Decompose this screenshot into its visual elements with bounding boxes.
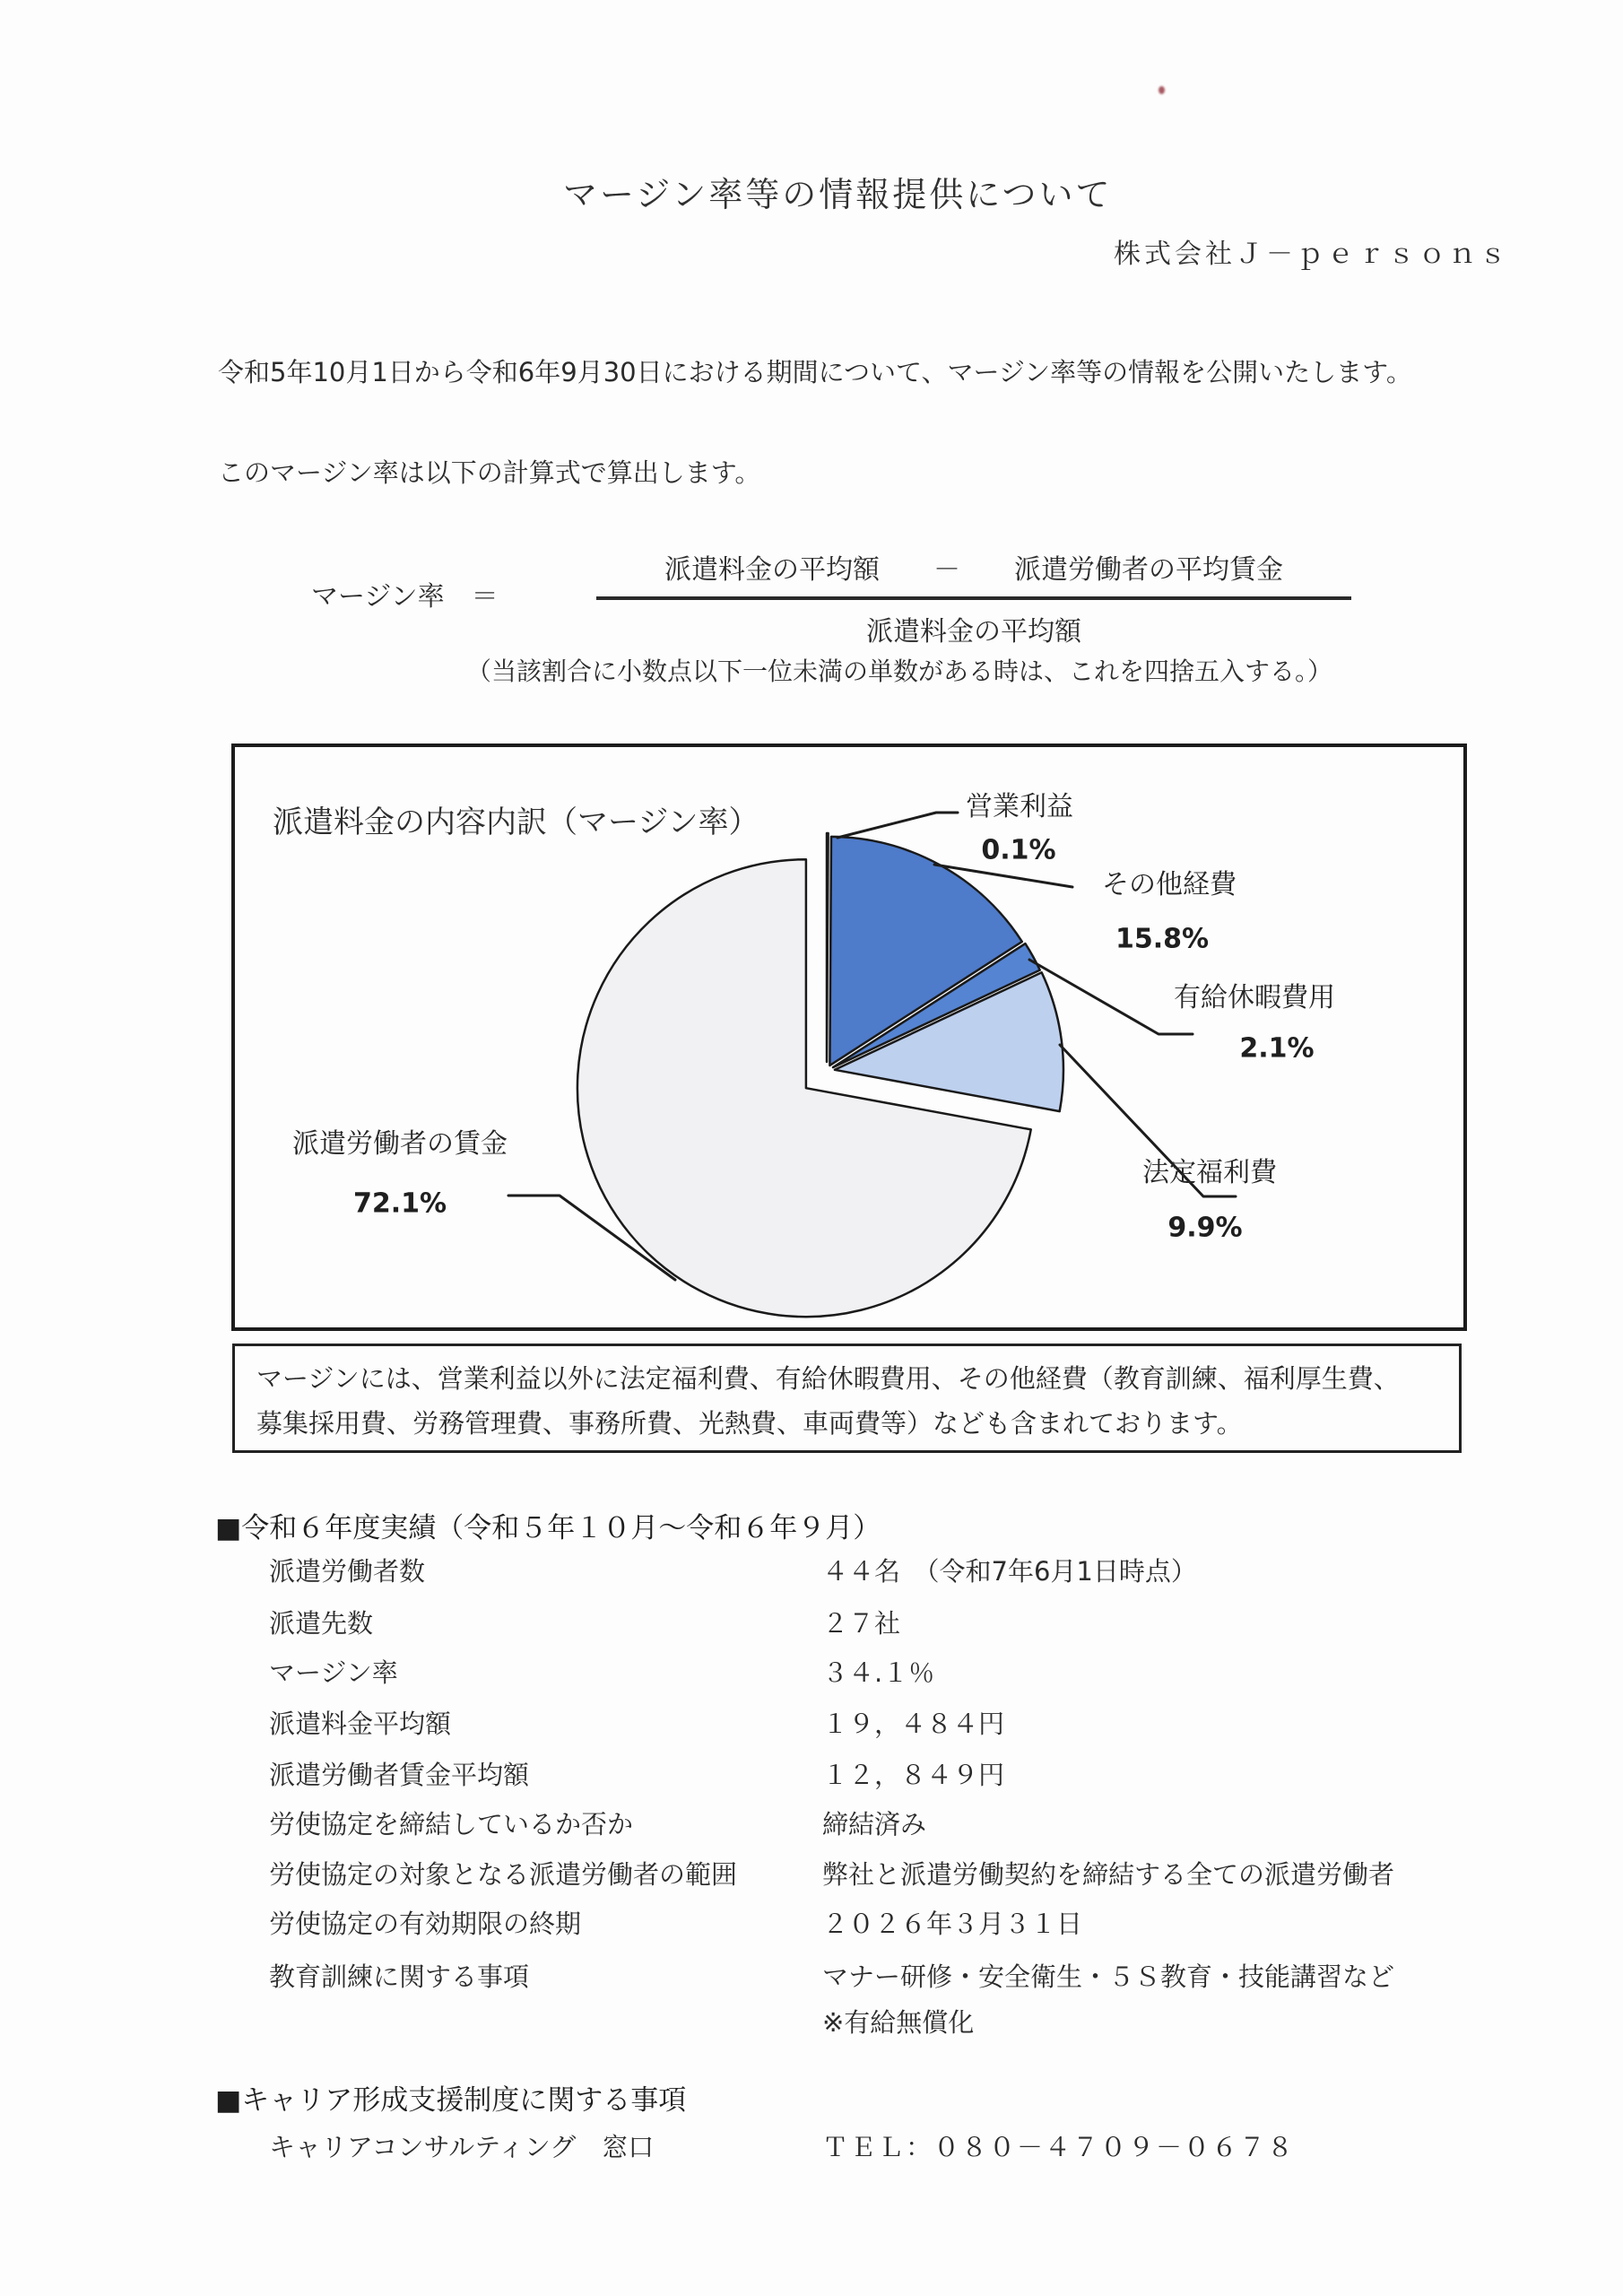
slice-label-worker-wages: 派遣労働者の賃金: [292, 1128, 508, 1160]
slice-label-statutory-welfare: 法定福利費: [1142, 1157, 1277, 1188]
slice-pct-other-expenses: 15.8%: [1115, 923, 1210, 955]
result-row-label: 教育訓練に関する事項: [269, 1961, 530, 1992]
slice-pct-statutory-welfare: 9.9%: [1167, 1212, 1243, 1244]
formula-lhs: マージン率 ＝: [311, 581, 499, 613]
slice-label-paid-leave: 有給休暇費用: [1174, 982, 1335, 1013]
training-free-note: ※有給無償化: [822, 2007, 975, 2038]
result-row-label: マージン率: [269, 1657, 398, 1688]
slice-pct-operating-profit: 0.1%: [981, 834, 1056, 866]
career-section-heading: ■キャリア形成支援制度に関する事項: [215, 2084, 687, 2117]
margin-note-box: [232, 1344, 1462, 1453]
intro-paragraph: 令和5年10月1日から令和6年9月30日における期間について、マージン率等の情報を公開いたします。: [218, 357, 1412, 387]
document-title: マージン率等の情報提供について: [563, 175, 1113, 214]
slice-pct-paid-leave: 2.1%: [1239, 1032, 1315, 1065]
slice-label-other-expenses: その他経費: [1102, 869, 1237, 900]
result-row-label: 労使協定の有効期限の終期: [269, 1909, 582, 1939]
result-row-label: 派遣先数: [269, 1608, 374, 1639]
formula-intro-paragraph: このマージン率は以下の計算式で算出します。: [218, 457, 761, 488]
formula-fraction: [596, 547, 1351, 648]
callout-line-operating-profit: [838, 813, 958, 838]
result-row-label: 派遣労働者数: [269, 1556, 426, 1587]
result-row-value: １９，４８４円: [822, 1709, 1005, 1739]
result-row-value: ２７社: [822, 1608, 901, 1639]
formula-numerator: 派遣料金の平均額 － 派遣労働者の平均賃金: [596, 547, 1351, 600]
pie-slice-0: [827, 833, 829, 1062]
result-row-value: ４４名 （令和7年6月1日時点）: [822, 1556, 1197, 1587]
result-row-value: ２０２６年３月３１日: [822, 1909, 1083, 1939]
result-row-value: ３４.１％: [822, 1657, 935, 1688]
career-row-label: キャリアコンサルティング 窓口: [269, 2132, 655, 2162]
company-name: 株式会社Ｊ－ｐｅｒｓｏｎｓ: [1114, 239, 1510, 270]
result-row-label: 派遣料金平均額: [269, 1709, 452, 1739]
formula-rounding-note: （当該割合に小数点以下一位未満の単数がある時は、これを四捨五入する。）: [466, 657, 1333, 686]
result-row-value: 弊社と派遣労働契約を締結する全ての派遣労働者: [822, 1859, 1395, 1890]
margin-note-line1: マージンには、営業利益以外に法定福利費、有給休暇費用、その他経費（教育訓練、福利厚生費、: [256, 1363, 1400, 1394]
career-tel-value: ＴＥＬ：０８０－４７０９－０６７８: [822, 2132, 1296, 2162]
scan-artifact: [1159, 86, 1165, 94]
slice-pct-worker-wages: 72.1%: [352, 1187, 447, 1220]
slice-label-operating-profit: 営業利益: [966, 791, 1073, 822]
result-row-label: 労使協定の対象となる派遣労働者の範囲: [269, 1859, 738, 1890]
result-row-label: 労使協定を締結しているか否か: [269, 1809, 634, 1839]
result-row-value: マナー研修・安全衛生・５Ｓ教育・技能講習など: [822, 1961, 1395, 1992]
chart-title: 派遣料金の内容内訳（マージン率）: [273, 804, 759, 840]
result-row-value: １２，８４９円: [822, 1760, 1005, 1790]
result-row-label: 派遣労働者賃金平均額: [269, 1760, 530, 1790]
result-row-value: 締結済み: [822, 1809, 927, 1839]
results-section-heading: ■令和６年度実績（令和５年１０月～令和６年９月）: [215, 1512, 881, 1544]
pie-chart-panel: [231, 744, 1467, 1331]
formula-denominator: 派遣料金の平均額: [866, 616, 1081, 648]
margin-note-line2: 募集採用費、労務管理費、事務所費、光熱費、車両費等）なども含まれております。: [256, 1408, 1243, 1439]
